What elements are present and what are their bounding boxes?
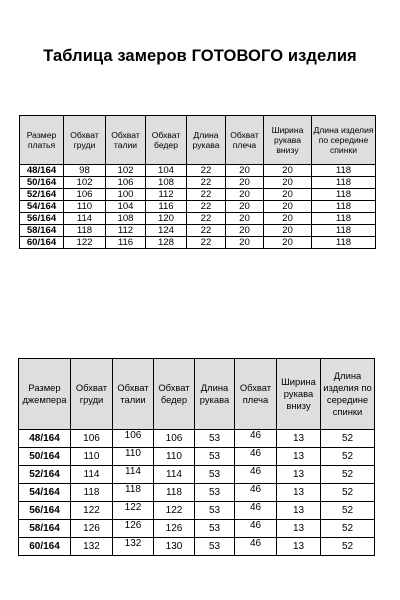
table-cell: 128 — [146, 237, 187, 249]
header-cell: Размер джемпера — [19, 359, 71, 430]
table-cell: 13 — [277, 430, 321, 448]
cell-value: 106 — [124, 429, 142, 441]
table-header-row — [19, 359, 375, 430]
size-cell: 56/164 — [20, 213, 64, 225]
cell-value: 114 — [125, 465, 141, 477]
header-cell: Длина рукава — [187, 116, 226, 165]
table-row — [19, 538, 375, 556]
cell-value: 122 — [124, 501, 142, 513]
table-cell: 126 — [71, 520, 113, 538]
table-cell: 22 — [187, 201, 226, 213]
header-cell: Обхват плеча — [235, 359, 277, 430]
table-cell: 20 — [264, 177, 312, 189]
table-cell: 132 — [71, 538, 113, 556]
table-cell: 52 — [321, 430, 375, 448]
table-cell: 13 — [277, 520, 321, 538]
table-cell: 20 — [264, 165, 312, 177]
table-row — [19, 430, 375, 448]
table-cell: 20 — [264, 225, 312, 237]
cell-value: 46 — [249, 501, 262, 513]
table-row — [19, 484, 375, 502]
table-cell: 114 — [154, 466, 195, 484]
table-cell: 126 — [154, 520, 195, 538]
table-cell: 20 — [264, 189, 312, 201]
table-cell: 52 — [321, 520, 375, 538]
table-cell: 108 — [106, 213, 146, 225]
table-cell: 22 — [187, 237, 226, 249]
table-cell: 118 — [312, 189, 376, 201]
table-cell — [235, 538, 277, 556]
table-cell: 53 — [195, 484, 235, 502]
size-cell: 52/164 — [19, 466, 71, 484]
table-cell: 22 — [187, 213, 226, 225]
table-cell: 118 — [312, 201, 376, 213]
table-row — [20, 225, 376, 237]
table-cell: 13 — [277, 448, 321, 466]
table-cell: 20 — [264, 237, 312, 249]
table-row — [19, 520, 375, 538]
size-cell: 48/164 — [20, 165, 64, 177]
cell-value: 46 — [249, 429, 262, 441]
table-cell: 104 — [146, 165, 187, 177]
table-cell: 122 — [154, 502, 195, 520]
jumper-size-table — [18, 358, 375, 556]
table-row — [20, 189, 376, 201]
dress-size-table — [19, 115, 376, 249]
table-cell: 13 — [277, 538, 321, 556]
table-cell: 130 — [154, 538, 195, 556]
table-cell — [235, 448, 277, 466]
table-cell — [113, 448, 154, 466]
cell-value: 46 — [249, 519, 262, 531]
cell-value: 46 — [249, 447, 262, 459]
table-row — [20, 237, 376, 249]
table-cell: 53 — [195, 538, 235, 556]
table-cell: 118 — [312, 213, 376, 225]
table-cell: 53 — [195, 502, 235, 520]
header-cell: Обхват талии — [106, 116, 146, 165]
table-row — [20, 165, 376, 177]
table-cell: 52 — [321, 448, 375, 466]
table-cell: 120 — [146, 213, 187, 225]
cell-value: 118 — [125, 483, 141, 495]
table-cell: 112 — [146, 189, 187, 201]
table-cell: 114 — [71, 466, 113, 484]
header-cell: Обхват бедер — [154, 359, 195, 430]
size-cell: 54/164 — [20, 201, 64, 213]
table-cell: 118 — [312, 225, 376, 237]
table-header-row — [20, 116, 376, 165]
table-row — [19, 466, 375, 484]
table-cell: 110 — [71, 448, 113, 466]
table-cell — [235, 502, 277, 520]
page-title: Таблица замеров ГОТОВОГО изделия — [43, 47, 357, 65]
table-cell: 22 — [187, 225, 226, 237]
table-cell: 108 — [146, 177, 187, 189]
table-cell: 52 — [321, 484, 375, 502]
table-cell: 118 — [154, 484, 195, 502]
table-cell — [235, 466, 277, 484]
table-cell: 13 — [277, 502, 321, 520]
table-cell — [235, 484, 277, 502]
table-cell: 22 — [187, 177, 226, 189]
table-cell — [113, 520, 154, 538]
size-cell: 56/164 — [19, 502, 71, 520]
table-cell: 116 — [146, 201, 187, 213]
table-cell — [235, 520, 277, 538]
header-cell: Ширина рукава внизу — [277, 359, 321, 430]
table-cell: 20 — [226, 213, 264, 225]
table-cell: 116 — [106, 237, 146, 249]
table-row — [19, 502, 375, 520]
header-cell: Длина рукава — [195, 359, 235, 430]
size-cell: 58/164 — [20, 225, 64, 237]
table-cell: 53 — [195, 466, 235, 484]
table-cell — [113, 502, 154, 520]
table-cell: 22 — [187, 189, 226, 201]
table-cell: 52 — [321, 538, 375, 556]
size-cell: 60/164 — [20, 237, 64, 249]
header-cell: Ширина рукава внизу — [264, 116, 312, 165]
table-cell: 53 — [195, 520, 235, 538]
table-cell: 106 — [154, 430, 195, 448]
table-cell: 122 — [71, 502, 113, 520]
table-row — [20, 213, 376, 225]
table-cell: 118 — [64, 225, 106, 237]
size-cell: 54/164 — [19, 484, 71, 502]
header-cell: Обхват груди — [64, 116, 106, 165]
header-cell: Длина изделия по середине спинки — [312, 116, 376, 165]
table-cell: 20 — [226, 237, 264, 249]
table-cell — [113, 430, 154, 448]
header-cell: Обхват бедер — [146, 116, 187, 165]
table-row — [19, 448, 375, 466]
table-cell: 122 — [64, 237, 106, 249]
table-cell: 53 — [195, 448, 235, 466]
table-cell: 20 — [264, 201, 312, 213]
table-cell: 53 — [195, 430, 235, 448]
table-cell: 20 — [226, 177, 264, 189]
header-cell: Обхват талии — [113, 359, 154, 430]
header-cell: Обхват плеча — [226, 116, 264, 165]
table-cell — [113, 484, 154, 502]
table-cell: 13 — [277, 466, 321, 484]
cell-value: 126 — [124, 519, 142, 531]
table-cell: 20 — [226, 225, 264, 237]
table-cell — [235, 430, 277, 448]
table-cell — [113, 466, 154, 484]
header-cell: Размер платья — [20, 116, 64, 165]
table-cell — [113, 538, 154, 556]
table-cell: 13 — [277, 484, 321, 502]
table-cell: 124 — [146, 225, 187, 237]
size-cell: 52/164 — [20, 189, 64, 201]
table-cell: 110 — [64, 201, 106, 213]
size-cell: 58/164 — [19, 520, 71, 538]
cell-value: 46 — [249, 537, 262, 549]
header-cell: Длина изделия по середине спинки — [321, 359, 375, 430]
table-cell: 20 — [226, 189, 264, 201]
cell-value: 46 — [249, 483, 262, 495]
table-cell: 118 — [71, 484, 113, 502]
table-cell: 52 — [321, 466, 375, 484]
table-cell: 106 — [64, 189, 106, 201]
table-cell: 110 — [154, 448, 195, 466]
table-cell: 118 — [312, 237, 376, 249]
cell-value: 46 — [249, 465, 262, 477]
cell-value: 110 — [125, 447, 141, 459]
table-row — [20, 201, 376, 213]
table-cell: 118 — [312, 177, 376, 189]
table-cell: 20 — [226, 165, 264, 177]
table-row — [20, 177, 376, 189]
size-cell: 50/164 — [20, 177, 64, 189]
header-cell: Обхват груди — [71, 359, 113, 430]
table-cell: 52 — [321, 502, 375, 520]
table-cell: 22 — [187, 165, 226, 177]
table-cell: 104 — [106, 201, 146, 213]
table-cell: 20 — [264, 213, 312, 225]
size-cell: 60/164 — [19, 538, 71, 556]
cell-value: 132 — [124, 537, 142, 549]
table-cell: 114 — [64, 213, 106, 225]
table-cell: 102 — [106, 165, 146, 177]
table-cell: 106 — [71, 430, 113, 448]
table-cell: 118 — [312, 165, 376, 177]
table-cell: 98 — [64, 165, 106, 177]
table-cell: 100 — [106, 189, 146, 201]
table-cell: 106 — [106, 177, 146, 189]
size-cell: 48/164 — [19, 430, 71, 448]
table-cell: 112 — [106, 225, 146, 237]
table-cell: 102 — [64, 177, 106, 189]
size-cell: 50/164 — [19, 448, 71, 466]
table-cell: 20 — [226, 201, 264, 213]
